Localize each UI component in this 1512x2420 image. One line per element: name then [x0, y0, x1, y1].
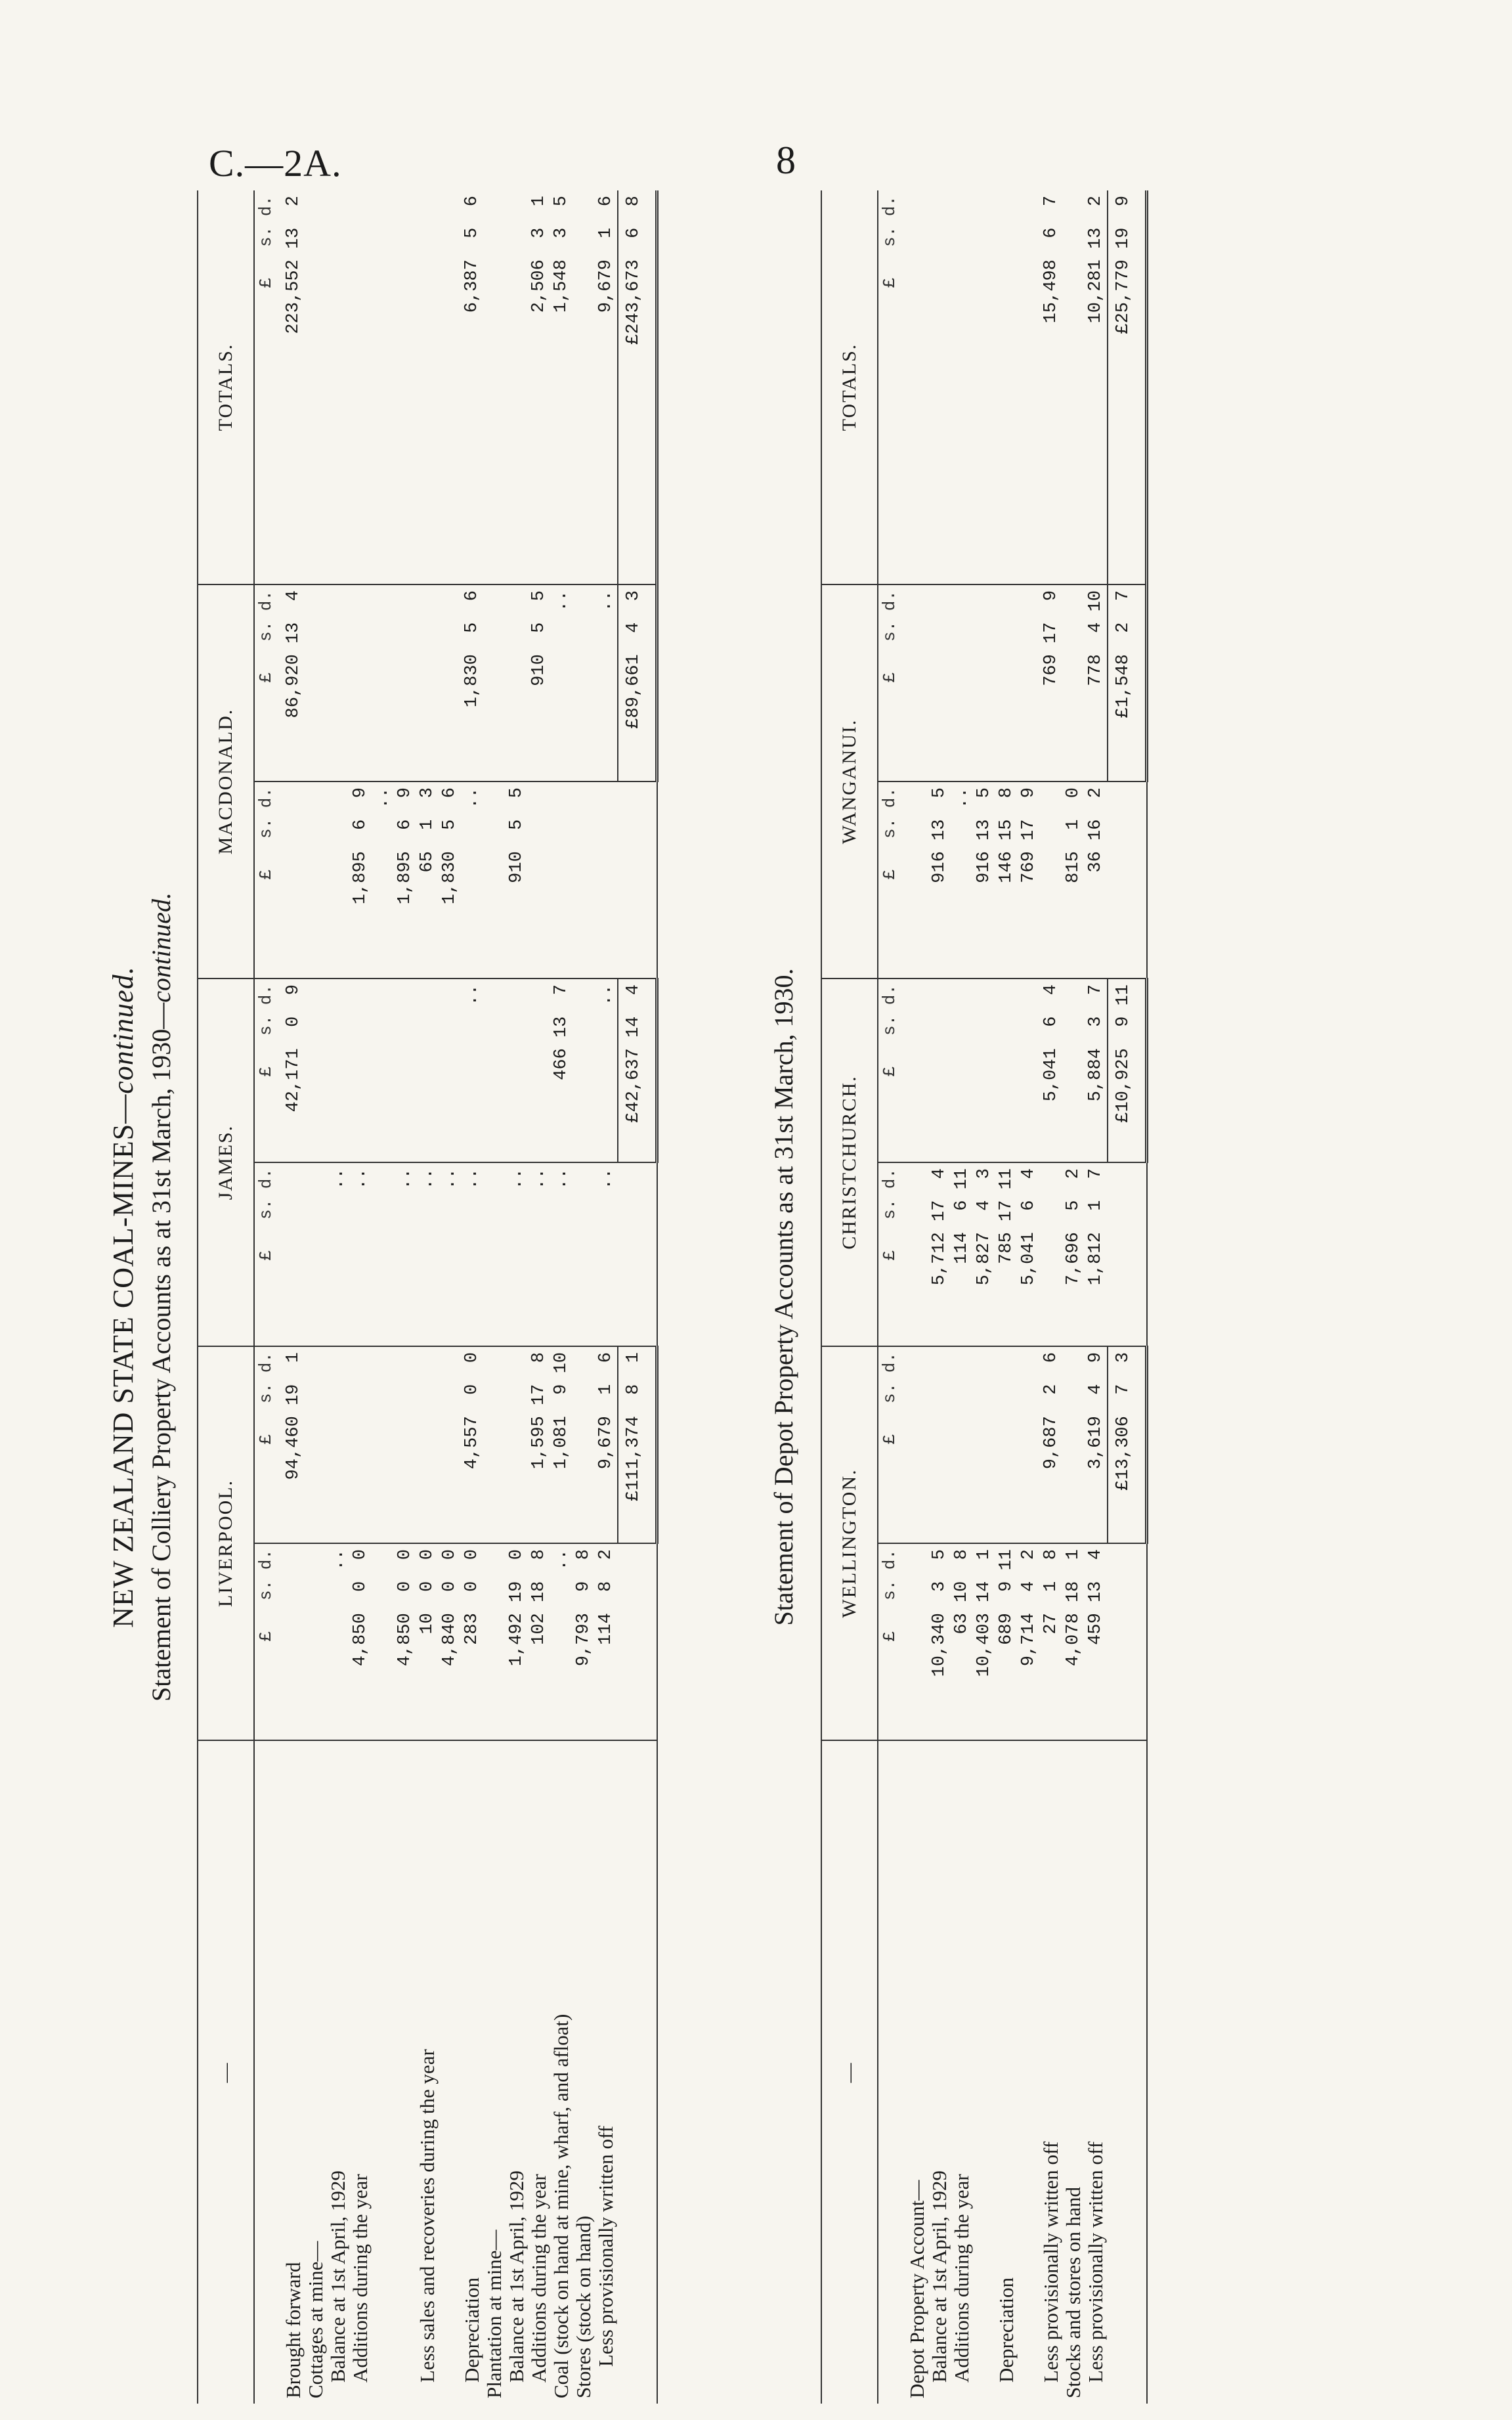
amount-cell	[506, 979, 528, 1162]
amount-cell: ..	[595, 979, 618, 1162]
amount-cell: ..	[506, 1162, 528, 1346]
page-reference: C.—2A.	[209, 142, 342, 185]
row-label-text: Additions during the year	[349, 2174, 372, 2383]
table-row	[394, 190, 416, 2404]
amount-cell: 114 8 2	[595, 1543, 618, 1740]
table-row	[439, 190, 461, 2404]
amount-cell: ..	[595, 1162, 618, 1346]
row-label-text: Depreciation	[995, 2277, 1018, 2383]
amount-cell	[995, 190, 1018, 584]
amount-cell: 283 0 0	[461, 1543, 483, 1740]
amount-cell	[483, 584, 506, 781]
amount-cell	[595, 781, 618, 979]
amount-cell: ..	[327, 1543, 349, 1740]
table1-col-label: —	[198, 1740, 254, 2404]
amount-cell	[973, 190, 995, 584]
amount-cell: 1,830 5 6	[461, 584, 483, 781]
amount-cell	[327, 1346, 349, 1543]
amount-cell: 5,041 6 4	[1018, 1162, 1040, 1346]
row-label	[349, 1740, 372, 2404]
empty-cell	[618, 1543, 657, 1740]
amount-cell: 910 5 5	[506, 781, 528, 979]
row-label	[439, 1740, 461, 2404]
amount-cell	[439, 979, 461, 1162]
amount-cell	[928, 584, 951, 781]
table-row	[461, 190, 483, 2404]
empty-cell	[1108, 1162, 1147, 1346]
unit-cell: £ s. d.	[878, 1543, 906, 1740]
amount-cell	[305, 781, 327, 979]
table2-body	[878, 190, 1147, 2404]
row-label	[550, 1740, 572, 2404]
amount-cell	[372, 584, 394, 781]
amount-cell: 1,830 5 6	[439, 781, 461, 979]
amount-cell: 1,595 17 8	[528, 1346, 550, 1543]
amount-cell: ..	[595, 584, 618, 781]
amount-cell	[439, 584, 461, 781]
amount-cell	[372, 1543, 394, 1740]
table-row	[995, 190, 1018, 2404]
table-row	[906, 190, 928, 2404]
table2-col-christchurch: CHRISTCHURCH.	[821, 979, 878, 1346]
amount-cell: 785 17 11	[995, 1162, 1018, 1346]
amount-cell	[506, 584, 528, 781]
table-row	[327, 190, 349, 2404]
amount-cell: 778 4 10	[1085, 584, 1108, 781]
table-row	[349, 190, 372, 2404]
table1-title-text: Statement of Colliery Property Accounts as at 31st March, 1930—	[146, 1002, 176, 1702]
row-label-text: Less sales and recoveries during the year	[416, 2049, 439, 2383]
table-row	[951, 190, 973, 2404]
amount-cell: 10,340 3 5	[928, 1543, 951, 1740]
amount-cell: 102 18 8	[528, 1543, 550, 1740]
amount-cell	[483, 1162, 506, 1346]
amount-cell: 459 13 4	[1085, 1543, 1108, 1740]
amount-cell: 63 10 8	[951, 1543, 973, 1740]
row-label	[595, 1740, 618, 2404]
table-row	[528, 190, 550, 2404]
amount-cell: 1,895 6 9	[349, 781, 372, 979]
amount-cell: ..	[372, 781, 394, 979]
table1-header-row	[198, 190, 254, 2404]
amount-cell: 42,171 0 9	[282, 979, 305, 1162]
amount-cell	[349, 979, 372, 1162]
row-label-text: Less provisionally written off	[1039, 2141, 1062, 2383]
amount-cell: 3,619 4 9	[1085, 1346, 1108, 1543]
table2-col-label: —	[821, 1740, 878, 2404]
unit-cell: £ s. d.	[254, 584, 282, 781]
amount-cell	[327, 584, 349, 781]
amount-cell: 7,696 5 2	[1062, 1162, 1085, 1346]
amount-cell	[1040, 1162, 1062, 1346]
table2-col-wellington: WELLINGTON.	[821, 1346, 878, 1740]
amount-cell: ..	[461, 979, 483, 1162]
amount-cell: 1,895 6 9	[394, 781, 416, 979]
page-header	[0, 0, 1512, 210]
amount-cell: ..	[394, 1162, 416, 1346]
amount-cell	[416, 190, 439, 584]
table-row	[595, 190, 618, 2404]
amount-cell: ..	[416, 1162, 439, 1346]
amount-cell	[1018, 584, 1040, 781]
amount-cell	[305, 584, 327, 781]
amount-cell	[439, 1346, 461, 1543]
amount-cell: ..	[550, 584, 572, 781]
table2-title: Statement of Depot Property Accounts as at 31st March, 1930.	[769, 968, 798, 1626]
amount-cell: 86,920 13 4	[282, 584, 305, 781]
amount-cell: 769 17 9	[1018, 781, 1040, 979]
row-label	[973, 1740, 995, 2404]
page-number: 8	[776, 139, 796, 182]
table1-title	[146, 190, 177, 2404]
amount-cell	[995, 584, 1018, 781]
amount-cell	[372, 979, 394, 1162]
row-label	[372, 1740, 394, 2404]
row-label-text: Additions during the year	[950, 2174, 973, 2383]
amount-cell: 1,548 3 5	[550, 190, 572, 584]
amount-cell: 1,081 9 10	[550, 1346, 572, 1543]
amount-cell: 2,506 3 1	[528, 190, 550, 584]
row-label-text: Additions during the year	[527, 2174, 550, 2383]
amount-cell: 9,687 2 6	[1040, 1346, 1062, 1543]
unit-cell: £ s. d.	[878, 190, 906, 584]
amount-cell: 10,403 14 1	[973, 1543, 995, 1740]
amount-cell	[995, 1346, 1018, 1543]
total-amount: £243,673 6 8	[618, 190, 657, 584]
amount-cell	[906, 979, 928, 1162]
amount-cell	[327, 781, 349, 979]
empty-cell	[1108, 1543, 1147, 1740]
amount-cell	[995, 979, 1018, 1162]
amount-cell	[327, 190, 349, 584]
amount-cell	[305, 979, 327, 1162]
table1-body	[254, 190, 657, 2404]
total-amount: £42,637 14 4	[618, 979, 657, 1162]
amount-cell	[1062, 584, 1085, 781]
row-label	[327, 1740, 349, 2404]
amount-cell	[282, 1162, 305, 1346]
amount-cell	[327, 979, 349, 1162]
row-label-text: Stores (stock on hand)	[572, 2215, 595, 2398]
amount-cell: 15,498 6 7	[1040, 190, 1062, 584]
unit-cell: £ s. d.	[878, 1346, 906, 1543]
amount-cell: 466 13 7	[550, 979, 572, 1162]
row-label-text: Less provisionally written off	[1084, 2141, 1107, 2383]
amount-cell	[1062, 190, 1085, 584]
amount-cell: 9,714 4 2	[1018, 1543, 1040, 1740]
amount-cell	[572, 1162, 595, 1346]
amount-cell	[1062, 979, 1085, 1162]
amount-cell	[483, 1543, 506, 1740]
amount-cell	[572, 190, 595, 584]
unit-cell: £ s. d.	[254, 1346, 282, 1543]
row-label-text: Brought forward	[282, 2262, 305, 2398]
amount-cell	[928, 979, 951, 1162]
unit-cell: £ s. d.	[254, 979, 282, 1162]
unit-cell: £ s. d.	[254, 190, 282, 584]
amount-cell: 6,387 5 6	[461, 190, 483, 584]
table-row	[1085, 190, 1108, 2404]
amount-cell	[973, 584, 995, 781]
table-row	[372, 190, 394, 2404]
amount-cell	[973, 1346, 995, 1543]
amount-cell: 815 1 0	[1062, 781, 1085, 979]
row-label-text: Cottages at mine—	[304, 2241, 327, 2398]
amount-cell: 4,557 0 0	[461, 1346, 483, 1543]
colliery-property-table	[197, 190, 659, 2404]
empty-cell	[618, 781, 657, 979]
amount-cell	[483, 979, 506, 1162]
amount-cell	[951, 1346, 973, 1543]
amount-cell: 27 1 8	[1040, 1543, 1062, 1740]
amount-cell	[305, 1543, 327, 1740]
unit-row	[254, 190, 282, 2404]
amount-cell	[416, 1346, 439, 1543]
unit-row	[878, 190, 906, 2404]
row-label-text: Depreciation	[460, 2277, 483, 2383]
amount-cell: 5,041 6 4	[1040, 979, 1062, 1162]
table-row	[550, 190, 572, 2404]
table2-col-wanganui: WANGANUI.	[821, 584, 878, 979]
document-title-text: NEW ZEALAND STATE COAL-MINES—	[107, 1093, 139, 1628]
table2-header-row	[821, 190, 878, 2404]
totals-label-cell	[618, 1740, 657, 2404]
amount-cell: 5,827 4 3	[973, 1162, 995, 1346]
amount-cell	[572, 979, 595, 1162]
row-label	[461, 1740, 483, 2404]
amount-cell	[951, 190, 973, 584]
amount-cell: ..	[349, 1162, 372, 1346]
amount-cell	[550, 781, 572, 979]
row-label-text: Balance at 1st April, 1929	[928, 2170, 951, 2383]
amount-cell	[906, 1543, 928, 1740]
amount-cell: 916 13 5	[928, 781, 951, 979]
row-label	[506, 1740, 528, 2404]
unit-cell: £ s. d.	[878, 979, 906, 1162]
amount-cell	[506, 190, 528, 584]
amount-cell: 910 5 5	[528, 584, 550, 781]
empty-cell	[1108, 781, 1147, 979]
total-amount: £111,374 8 1	[618, 1346, 657, 1543]
total-amount: £89,661 4 3	[618, 584, 657, 781]
totals-row	[618, 190, 657, 2404]
amount-cell	[906, 1346, 928, 1543]
row-label-text: Plantation at mine—	[483, 2230, 506, 2398]
row-label	[394, 1740, 416, 2404]
row-label-text: Stocks and stores on hand	[1062, 2186, 1085, 2398]
amount-cell: ..	[528, 1162, 550, 1346]
row-label-text: Less provisionally written off	[594, 2125, 617, 2367]
table1-title-suffix: continued.	[146, 892, 176, 1003]
amount-cell	[572, 781, 595, 979]
row-label	[906, 1740, 928, 2404]
amount-cell	[349, 190, 372, 584]
row-label	[1018, 1740, 1040, 2404]
row-label	[483, 1740, 506, 2404]
total-amount: £10,925 9 11	[1108, 979, 1147, 1162]
amount-cell	[1040, 781, 1062, 979]
amount-cell: ..	[550, 1162, 572, 1346]
empty-cell	[618, 1162, 657, 1346]
amount-cell	[349, 1346, 372, 1543]
rotated-content	[98, 190, 1477, 2404]
table-row	[1040, 190, 1062, 2404]
amount-cell	[973, 979, 995, 1162]
amount-cell	[1018, 190, 1040, 584]
amount-cell	[906, 781, 928, 979]
row-label-text: Balance at 1st April, 1929	[505, 2170, 528, 2383]
amount-cell: 36 16 2	[1085, 781, 1108, 979]
row-label	[528, 1740, 550, 2404]
amount-cell	[282, 781, 305, 979]
amount-cell: 1,812 1 7	[1085, 1162, 1108, 1346]
amount-cell: ..	[327, 1162, 349, 1346]
amount-cell	[394, 584, 416, 781]
amount-cell	[951, 584, 973, 781]
amount-cell: ..	[439, 1162, 461, 1346]
amount-cell: 5,712 17 4	[928, 1162, 951, 1346]
amount-cell: 10,281 13 2	[1085, 190, 1108, 584]
row-label-text: Balance at 1st April, 1929	[326, 2170, 349, 2383]
amount-cell	[394, 1346, 416, 1543]
amount-cell	[906, 1162, 928, 1346]
amount-cell: 65 1 3	[416, 781, 439, 979]
table-row	[506, 190, 528, 2404]
amount-cell: ..	[461, 1162, 483, 1346]
row-label-text: Depot Property Account—	[905, 2180, 928, 2398]
table-row	[282, 190, 305, 2404]
amount-cell	[528, 979, 550, 1162]
amount-cell	[305, 1162, 327, 1346]
totals-row	[1108, 190, 1147, 2404]
amount-cell	[951, 979, 973, 1162]
amount-cell: ..	[951, 781, 973, 979]
amount-cell: ..	[461, 781, 483, 979]
unit-cell: £ s. d.	[878, 1162, 906, 1346]
amount-cell	[483, 190, 506, 584]
table-row	[1018, 190, 1040, 2404]
amount-cell	[1062, 1346, 1085, 1543]
amount-cell: 689 9 11	[995, 1543, 1018, 1740]
unit-label-cell	[254, 1740, 282, 2404]
unit-cell: £ s. d.	[878, 584, 906, 781]
unit-cell: £ s. d.	[878, 781, 906, 979]
row-label	[1085, 1740, 1108, 2404]
row-label	[951, 1740, 973, 2404]
amount-cell	[483, 781, 506, 979]
amount-cell: 9,679 1 6	[595, 190, 618, 584]
amount-cell	[394, 979, 416, 1162]
document-title-suffix: continued.	[107, 966, 139, 1094]
unit-cell: £ s. d.	[254, 781, 282, 979]
row-label	[1040, 1740, 1062, 2404]
amount-cell	[928, 1346, 951, 1543]
row-label-text: Coal (stock on hand at mine, wharf, and afloat)	[550, 2013, 572, 2398]
amount-cell: 114 6 11	[951, 1162, 973, 1346]
table-row	[928, 190, 951, 2404]
depot-property-table	[821, 190, 1148, 2404]
row-label	[928, 1740, 951, 2404]
amount-cell	[572, 1346, 595, 1543]
amount-cell: 4,850 0 0	[349, 1543, 372, 1740]
amount-cell: 4,840 0 0	[439, 1543, 461, 1740]
amount-cell	[349, 584, 372, 781]
table-row	[305, 190, 327, 2404]
table-row	[973, 190, 995, 2404]
table1-col-liverpool: LIVERPOOL.	[198, 1346, 254, 1740]
totals-label-cell	[1108, 1740, 1147, 2404]
table-row	[483, 190, 506, 2404]
row-label	[572, 1740, 595, 2404]
row-label	[282, 1740, 305, 2404]
amount-cell: 10 0 0	[416, 1543, 439, 1740]
row-label	[1062, 1740, 1085, 2404]
amount-cell: 9,793 9 8	[572, 1543, 595, 1740]
amount-cell: 769 17 9	[1040, 584, 1062, 781]
document-title	[106, 190, 140, 2404]
amount-cell	[394, 190, 416, 584]
amount-cell: ..	[550, 1543, 572, 1740]
unit-cell: £ s. d.	[254, 1162, 282, 1346]
amount-cell: 916 13 5	[973, 781, 995, 979]
amount-cell	[928, 190, 951, 584]
total-amount: £25,779 19 9	[1108, 190, 1147, 584]
total-amount: £1,548 2 7	[1108, 584, 1147, 781]
table-row	[1062, 190, 1085, 2404]
row-label	[416, 1740, 439, 2404]
amount-cell	[416, 979, 439, 1162]
table1-col-totals: TOTALS.	[198, 190, 254, 584]
amount-cell	[305, 1346, 327, 1543]
amount-cell: 146 15 8	[995, 781, 1018, 979]
table-row	[416, 190, 439, 2404]
amount-cell: 94,460 19 1	[282, 1346, 305, 1543]
unit-cell: £ s. d.	[254, 1543, 282, 1740]
amount-cell: 4,078 18 1	[1062, 1543, 1085, 1740]
amount-cell	[1018, 979, 1040, 1162]
amount-cell	[572, 584, 595, 781]
amount-cell: 4,850 0 0	[394, 1543, 416, 1740]
amount-cell	[506, 1346, 528, 1543]
amount-cell: 5,884 3 7	[1085, 979, 1108, 1162]
unit-label-cell	[878, 1740, 906, 2404]
amount-cell	[483, 1346, 506, 1543]
row-label	[305, 1740, 327, 2404]
amount-cell	[372, 1346, 394, 1543]
amount-cell	[305, 190, 327, 584]
table-row	[572, 190, 595, 2404]
amount-cell	[439, 190, 461, 584]
table1-col-macdonald: MACDONALD.	[198, 584, 254, 979]
total-amount: £13,306 7 3	[1108, 1346, 1147, 1543]
amount-cell	[906, 190, 928, 584]
amount-cell: 1,492 19 0	[506, 1543, 528, 1740]
amount-cell	[282, 1543, 305, 1740]
amount-cell	[372, 190, 394, 584]
amount-cell	[1018, 1346, 1040, 1543]
row-label	[995, 1740, 1018, 2404]
amount-cell	[416, 584, 439, 781]
amount-cell: 223,552 13 2	[282, 190, 305, 584]
amount-cell	[906, 584, 928, 781]
amount-cell: 9,679 1 6	[595, 1346, 618, 1543]
amount-cell	[372, 1162, 394, 1346]
amount-cell	[528, 781, 550, 979]
table1-col-james: JAMES.	[198, 979, 254, 1346]
table2-col-totals: TOTALS.	[821, 190, 878, 584]
